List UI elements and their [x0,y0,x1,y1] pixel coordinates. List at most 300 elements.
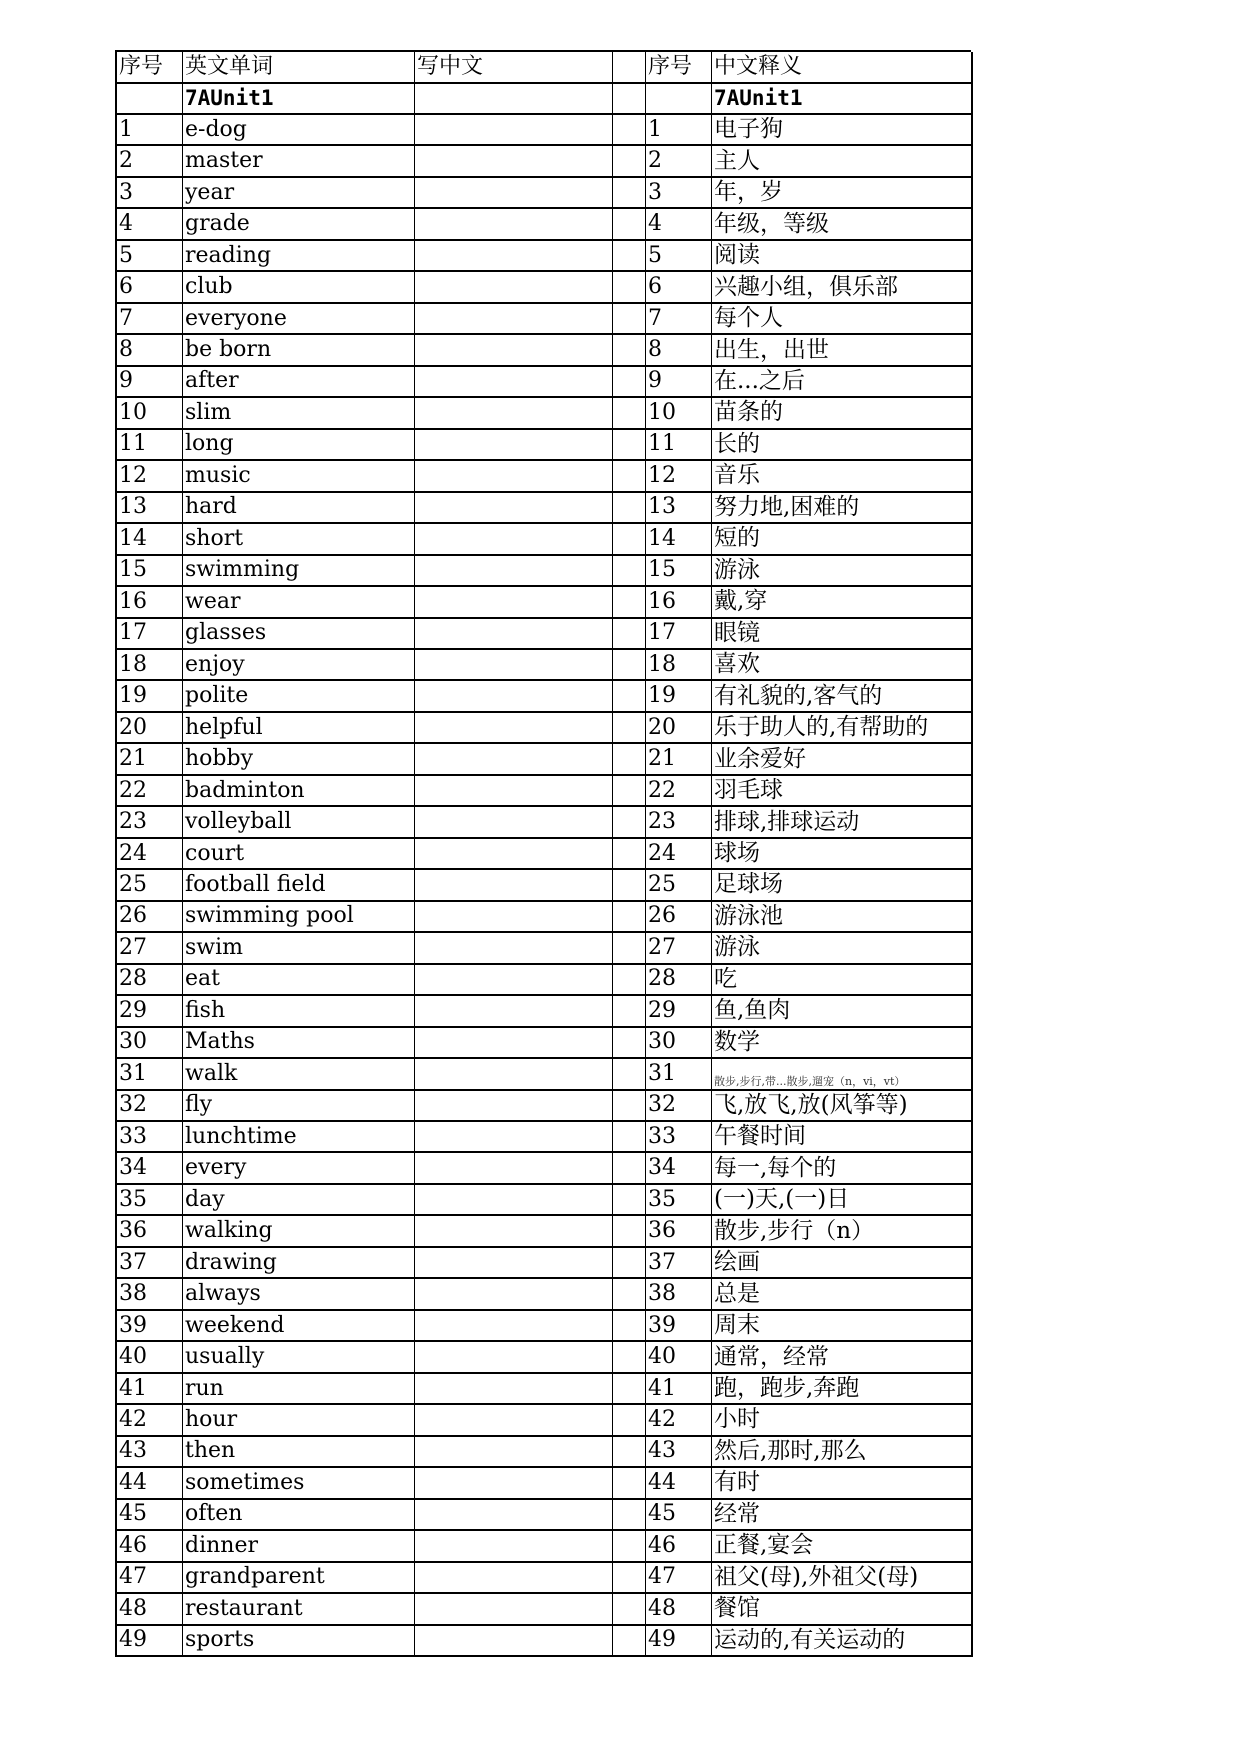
chinese-meaning: 球场 [712,839,973,870]
row-number-right: 47 [646,1563,712,1594]
chinese-meaning: 长的 [712,430,973,461]
row-number: 22 [117,776,183,807]
row-number-right: 25 [646,870,712,901]
row-number: 38 [117,1279,183,1310]
spacer-cell [613,1028,646,1059]
spacer-cell [613,493,646,524]
english-word: short [183,524,415,555]
english-word: court [183,839,415,870]
english-word: swim [183,933,415,964]
chinese-meaning: 有时 [712,1468,973,1499]
chinese-meaning: 兴趣小组，俱乐部 [712,272,973,303]
chinese-meaning: 小时 [712,1405,973,1436]
chinese-meaning: 数学 [712,1028,973,1059]
english-word: fly [183,1091,415,1122]
chinese-meaning: 祖父(母),外祖父(母) [712,1563,973,1594]
row-number: 10 [117,398,183,429]
english-word: year [183,178,415,209]
spacer-cell [613,807,646,838]
english-word: always [183,1279,415,1310]
row-number: 16 [117,587,183,618]
chinese-meaning: 正餐,宴会 [712,1531,973,1562]
row-number-right: 20 [646,713,712,744]
write-chinese-cell[interactable] [415,807,613,838]
row-number-right: 31 [646,1059,712,1090]
english-word: grandparent [183,1563,415,1594]
row-number: 48 [117,1594,183,1625]
write-chinese-cell[interactable] [415,115,613,146]
row-number: 15 [117,556,183,587]
english-word: sports [183,1626,415,1657]
chinese-meaning: 排球,排球运动 [712,807,973,838]
row-number-right: 45 [646,1500,712,1531]
write-chinese-cell[interactable] [415,996,613,1027]
row-number-right: 43 [646,1437,712,1468]
chinese-meaning: 经常 [712,1500,973,1531]
write-chinese-cell[interactable] [415,1468,613,1499]
write-chinese-cell[interactable] [415,461,613,492]
spacer-cell [613,1091,646,1122]
spacer-cell [613,933,646,964]
write-chinese-cell[interactable] [415,1091,613,1122]
chinese-meaning: 然后,那时,那么 [712,1437,973,1468]
spacer-cell [613,1626,646,1657]
row-number-right: 3 [646,178,712,209]
chinese-meaning: 鱼,鱼肉 [712,996,973,1027]
english-word: glasses [183,619,415,650]
chinese-meaning: 绘画 [712,1248,973,1279]
write-chinese-cell[interactable] [415,1594,613,1625]
unit-label-right: 7AUnit1 [712,84,973,115]
english-word: walk [183,1059,415,1090]
spacer-cell [613,304,646,335]
english-word: everyone [183,304,415,335]
english-word: club [183,272,415,303]
write-chinese-cell[interactable] [415,933,613,964]
row-number-right: 8 [646,335,712,366]
english-word: helpful [183,713,415,744]
write-chinese-cell[interactable] [415,839,613,870]
write-chinese-cell[interactable] [415,1563,613,1594]
row-number: 25 [117,870,183,901]
spacer-cell [613,461,646,492]
chinese-meaning: 喜欢 [712,650,973,681]
row-number-right: 6 [646,272,712,303]
spacer-cell [613,335,646,366]
english-word: music [183,461,415,492]
spacer-cell [613,241,646,272]
spacer-cell [613,681,646,712]
chinese-meaning: 有礼貌的,客气的 [712,681,973,712]
spacer-cell [613,178,646,209]
english-word: volleyball [183,807,415,838]
chinese-meaning: 游泳池 [712,902,973,933]
write-chinese-cell[interactable] [415,744,613,775]
row-number: 41 [117,1374,183,1405]
row-number: 37 [117,1248,183,1279]
spacer-cell [613,1374,646,1405]
row-number: 26 [117,902,183,933]
spacer-cell [613,398,646,429]
row-number-right: 1 [646,115,712,146]
spacer-cell [613,587,646,618]
row-number: 42 [117,1405,183,1436]
chinese-meaning: 短的 [712,524,973,555]
chinese-meaning: 在...之后 [712,367,973,398]
spacer-cell [613,430,646,461]
english-word: lunchtime [183,1122,415,1153]
row-number: 32 [117,1091,183,1122]
row-number-right: 48 [646,1594,712,1625]
row-number-right: 28 [646,965,712,996]
english-word: run [183,1374,415,1405]
row-number-right: 49 [646,1626,712,1657]
row-number-right: 15 [646,556,712,587]
chinese-meaning: 戴,穿 [712,587,973,618]
unit-right-number [646,84,712,115]
english-word: every [183,1153,415,1184]
row-number-right: 36 [646,1216,712,1247]
english-word: weekend [183,1311,415,1342]
english-word: restaurant [183,1594,415,1625]
chinese-meaning: 游泳 [712,556,973,587]
chinese-meaning: 每个人 [712,304,973,335]
write-chinese-cell[interactable] [415,1122,613,1153]
english-word: hour [183,1405,415,1436]
chinese-meaning: 业余爱好 [712,744,973,775]
spacer-cell [613,870,646,901]
row-number-right: 18 [646,650,712,681]
row-number: 35 [117,1185,183,1216]
row-number-right: 44 [646,1468,712,1499]
write-chinese-cell[interactable] [415,1531,613,1562]
english-word: badminton [183,776,415,807]
row-number-right: 38 [646,1279,712,1310]
english-word: be born [183,335,415,366]
spacer-cell [613,272,646,303]
row-number-right: 2 [646,146,712,177]
unit-left-number [117,84,183,115]
header-chinese-meaning: 中文释义 [712,52,973,84]
english-word: after [183,367,415,398]
chinese-meaning: 吃 [712,965,973,996]
spacer-cell [613,556,646,587]
row-number: 29 [117,996,183,1027]
spacer-cell [613,367,646,398]
spacer-cell [613,839,646,870]
write-chinese-cell[interactable] [415,1153,613,1184]
chinese-meaning: (一)天,(一)日 [712,1185,973,1216]
row-number-right: 27 [646,933,712,964]
row-number: 27 [117,933,183,964]
row-number: 1 [117,115,183,146]
spacer-cell [613,52,646,84]
row-number: 39 [117,1311,183,1342]
chinese-meaning: 电子狗 [712,115,973,146]
chinese-meaning: 通常，经常 [712,1342,973,1373]
english-word: e-dog [183,115,415,146]
spacer-cell [613,1405,646,1436]
row-number: 4 [117,209,183,240]
header-write-chinese: 写中文 [415,52,613,84]
spacer-cell [613,996,646,1027]
row-number-right: 9 [646,367,712,398]
row-number: 11 [117,430,183,461]
chinese-meaning: 阅读 [712,241,973,272]
row-number-right: 34 [646,1153,712,1184]
spacer-cell [613,1563,646,1594]
row-number: 8 [117,335,183,366]
spacer-cell [613,619,646,650]
chinese-meaning: 眼镜 [712,619,973,650]
write-chinese-cell[interactable] [415,335,613,366]
english-word: hobby [183,744,415,775]
english-word: long [183,430,415,461]
write-chinese-cell[interactable] [415,1437,613,1468]
row-number-right: 29 [646,996,712,1027]
write-chinese-cell[interactable] [415,146,613,177]
english-word: wear [183,587,415,618]
row-number-right: 5 [646,241,712,272]
chinese-meaning: 午餐时间 [712,1122,973,1153]
row-number-right: 14 [646,524,712,555]
english-word: reading [183,241,415,272]
chinese-meaning: 餐馆 [712,1594,973,1625]
spacer-cell [613,1059,646,1090]
english-word: then [183,1437,415,1468]
chinese-meaning: 跑，跑步,奔跑 [712,1374,973,1405]
chinese-meaning: 出生，出世 [712,335,973,366]
vocabulary-sheet [115,50,971,1657]
header-right-number: 序号 [646,52,712,84]
unit-write-cell [415,84,613,115]
spacer-cell [613,1531,646,1562]
spacer-cell [613,1311,646,1342]
english-word: polite [183,681,415,712]
row-number: 24 [117,839,183,870]
chinese-meaning: 足球场 [712,870,973,901]
write-chinese-cell[interactable] [415,587,613,618]
spacer-cell [613,1468,646,1499]
write-chinese-cell[interactable] [415,524,613,555]
row-number-right: 22 [646,776,712,807]
write-chinese-cell[interactable] [415,713,613,744]
write-chinese-cell[interactable] [415,209,613,240]
spacer-cell [613,1216,646,1247]
write-chinese-cell[interactable] [415,1374,613,1405]
row-number-right: 7 [646,304,712,335]
write-chinese-cell[interactable] [415,178,613,209]
write-chinese-cell[interactable] [415,965,613,996]
spacer-cell [613,902,646,933]
write-chinese-cell[interactable] [415,272,613,303]
row-number-right: 32 [646,1091,712,1122]
row-number: 31 [117,1059,183,1090]
row-number: 18 [117,650,183,681]
chinese-meaning: 羽毛球 [712,776,973,807]
english-word: enjoy [183,650,415,681]
write-chinese-cell[interactable] [415,1405,613,1436]
spacer-cell [613,965,646,996]
write-chinese-cell[interactable] [415,1500,613,1531]
write-chinese-cell[interactable] [415,1279,613,1310]
row-number-right: 10 [646,398,712,429]
spacer-cell [613,1122,646,1153]
row-number-right: 30 [646,1028,712,1059]
english-word: day [183,1185,415,1216]
english-word: swimming pool [183,902,415,933]
spacer-cell [613,84,646,115]
row-number-right: 26 [646,902,712,933]
row-number-right: 41 [646,1374,712,1405]
spacer-cell [613,524,646,555]
write-chinese-cell[interactable] [415,1028,613,1059]
row-number-right: 42 [646,1405,712,1436]
english-word: sometimes [183,1468,415,1499]
row-number-right: 33 [646,1122,712,1153]
english-word: slim [183,398,415,429]
spacer-cell [613,1279,646,1310]
row-number: 2 [117,146,183,177]
row-number: 34 [117,1153,183,1184]
header-left-number: 序号 [117,52,183,84]
english-word: master [183,146,415,177]
row-number-right: 23 [646,807,712,838]
write-chinese-cell[interactable] [415,241,613,272]
spacer-cell [613,1153,646,1184]
write-chinese-cell[interactable] [415,493,613,524]
spacer-cell [613,776,646,807]
row-number: 21 [117,744,183,775]
row-number-right: 21 [646,744,712,775]
write-chinese-cell[interactable] [415,902,613,933]
row-number: 9 [117,367,183,398]
write-chinese-cell[interactable] [415,1311,613,1342]
write-chinese-cell[interactable] [415,1248,613,1279]
chinese-meaning: 总是 [712,1279,973,1310]
english-word: Maths [183,1028,415,1059]
row-number: 5 [117,241,183,272]
spacer-cell [613,650,646,681]
write-chinese-cell[interactable] [415,870,613,901]
english-word: grade [183,209,415,240]
write-chinese-cell[interactable] [415,1059,613,1090]
write-chinese-cell[interactable] [415,367,613,398]
chinese-meaning: 主人 [712,146,973,177]
row-number-right: 35 [646,1185,712,1216]
write-chinese-cell[interactable] [415,681,613,712]
chinese-meaning: 散步,步行（n） [712,1216,973,1247]
chinese-meaning: 努力地,困难的 [712,493,973,524]
spacer-cell [613,115,646,146]
spacer-cell [613,1342,646,1373]
chinese-meaning: 苗条的 [712,398,973,429]
chinese-meaning: 散步,步行,带...散步,遛宠（n，vi，vt） [712,1059,973,1090]
row-number-right: 13 [646,493,712,524]
english-word: walking [183,1216,415,1247]
write-chinese-cell[interactable] [415,556,613,587]
row-number-right: 16 [646,587,712,618]
row-number-right: 17 [646,619,712,650]
spacer-cell [613,744,646,775]
english-word: drawing [183,1248,415,1279]
spacer-cell [613,713,646,744]
write-chinese-cell[interactable] [415,1626,613,1657]
chinese-meaning: 年级，等级 [712,209,973,240]
row-number-right: 11 [646,430,712,461]
write-chinese-cell[interactable] [415,776,613,807]
write-chinese-cell[interactable] [415,1342,613,1373]
chinese-meaning: 音乐 [712,461,973,492]
row-number: 28 [117,965,183,996]
write-chinese-cell[interactable] [415,619,613,650]
english-word: usually [183,1342,415,1373]
spacer-cell [613,209,646,240]
spacer-cell [613,1437,646,1468]
chinese-meaning: 年，岁 [712,178,973,209]
row-number: 6 [117,272,183,303]
row-number: 20 [117,713,183,744]
row-number: 47 [117,1563,183,1594]
row-number: 7 [117,304,183,335]
row-number: 46 [117,1531,183,1562]
row-number-right: 37 [646,1248,712,1279]
row-number: 23 [117,807,183,838]
spacer-cell [613,1500,646,1531]
english-word: dinner [183,1531,415,1562]
write-chinese-cell[interactable] [415,304,613,335]
row-number: 43 [117,1437,183,1468]
english-word: fish [183,996,415,1027]
row-number: 33 [117,1122,183,1153]
chinese-meaning: 周末 [712,1311,973,1342]
write-chinese-cell[interactable] [415,398,613,429]
row-number: 44 [117,1468,183,1499]
row-number-right: 4 [646,209,712,240]
chinese-meaning: 游泳 [712,933,973,964]
write-chinese-cell[interactable] [415,1185,613,1216]
spacer-cell [613,1185,646,1216]
chinese-meaning: 乐于助人的,有帮助的 [712,713,973,744]
row-number-right: 39 [646,1311,712,1342]
english-word: swimming [183,556,415,587]
english-word: hard [183,493,415,524]
row-number-right: 46 [646,1531,712,1562]
english-word: football field [183,870,415,901]
write-chinese-cell[interactable] [415,650,613,681]
chinese-meaning: 每一,每个的 [712,1153,973,1184]
row-number: 45 [117,1500,183,1531]
header-english-word: 英文单词 [183,52,415,84]
row-number: 36 [117,1216,183,1247]
row-number: 3 [117,178,183,209]
row-number: 40 [117,1342,183,1373]
write-chinese-cell[interactable] [415,430,613,461]
spacer-cell [613,1594,646,1625]
english-word: eat [183,965,415,996]
row-number: 13 [117,493,183,524]
row-number: 30 [117,1028,183,1059]
write-chinese-cell[interactable] [415,1216,613,1247]
row-number: 12 [117,461,183,492]
row-number: 17 [117,619,183,650]
chinese-meaning: 飞,放飞,放(风筝等) [712,1091,973,1122]
row-number: 19 [117,681,183,712]
row-number-right: 12 [646,461,712,492]
english-word: often [183,1500,415,1531]
row-number: 49 [117,1626,183,1657]
row-number: 14 [117,524,183,555]
